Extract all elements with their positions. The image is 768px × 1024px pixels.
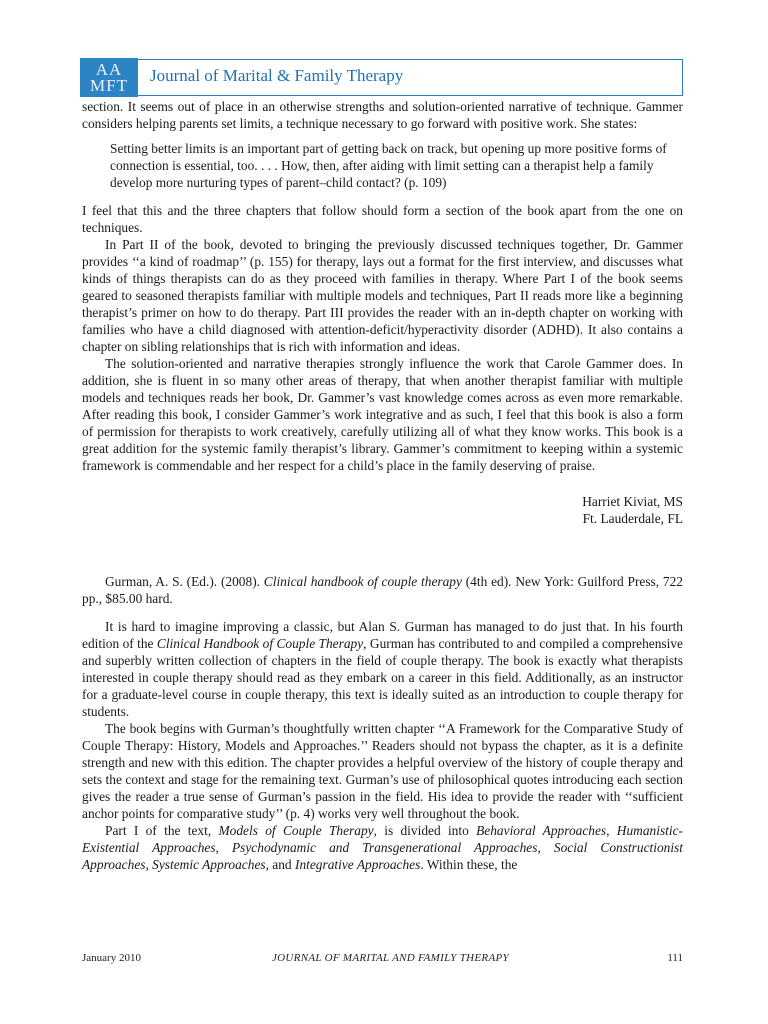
classic-book-title: Clinical Handbook of Couple Therapy — [156, 636, 364, 651]
article-body — [82, 98, 683, 873]
signature-place: Ft. Lauderdale, FL — [582, 511, 683, 526]
part1-text-e: , — [145, 857, 153, 872]
paragraph-continued: section. It seems out of place in an otherwise strengths and solution-oriented narrative of technique. Gammer considers helping parents set limits, a technique necessary to go forward with positive work. She states: — [82, 99, 683, 131]
paragraph-part-2: In Part II of the book, devoted to bringing the previously discussed techniques together, Dr. Gammer provides ‘‘a kind of roadmap’’ (p. 155) for therapy, lays out a format for the first interview, and discusses what kinds of things therapists can do as they proceed with families in therapy. Where Part I of the book seems geared to seasoned therapists familiar with multiple models and techniques, Part II reads more like a beginning therapist’s primer on how to do therapy. Part III provides the reader with an in-depth chapter on working with families who have a child diagnosed with attention-deficit/hyperactivity disorder (ADHD). It also contains a chapter on sibling relationships that is rich with information and ideas. — [82, 237, 683, 354]
part1-title: Models of Couple Therapy — [218, 823, 374, 838]
part1-approaches: Behavioral Approaches, Humanistic-Existential Approaches, Psychodynamic and Transgenerational Approaches, Social Constructionist Approaches — [82, 823, 683, 872]
footer-journal: JOURNAL OF MARITAL AND FAMILY THERAPY — [272, 952, 509, 964]
page-number: 111 — [667, 952, 683, 964]
journal-title: Journal of Marital & Family Therapy — [150, 66, 404, 85]
paragraph-begins: The book begins with Gurman’s thoughtfully written chapter ‘‘A Framework for the Comparative Study of Couple Therapy: History, Models and Approaches.’’ Readers should not bypass the chapter, as it is a definite strength and new with this edition. The chapter provides a helpful overview of the history of couple therapy and sets the context and stage for the remaining text. Gurman’s use of philosophical quotes introducing each section gives the reader a true sense of Gurman’s passion in the field. His idea to provide the reader with ‘‘sufficient anchor points for comparative study’’ (p. 4) works very well throughout the book. — [82, 721, 683, 821]
classic-text-2: , Gurman has contributed to and compiled a comprehensive and superbly written collection of chapters in the field of couple therapy. The book is exactly what therapists interested in couple therapy should read as they embark on a career in this field. Additionally, as an instructor for a graduate-level course in couple therapy, this text is ideally suited as an introduction to couple therapy for students. — [82, 636, 684, 719]
book-reference — [82, 573, 683, 607]
signature-name: Harriet Kiviat, MS — [582, 494, 683, 509]
part1-text-c: , is divided into — [373, 823, 477, 838]
part1-text-a: Part I of the text, — [105, 823, 219, 838]
ref-authors: Gurman, A. S. (Ed.). (2008). — [105, 574, 264, 589]
paragraph-feel: I feel that this and the three chapters that follow should form a section of the book apart from the one on techniques. — [82, 203, 683, 235]
paragraph-solution: The solution-oriented and narrative therapies strongly influence the work that Carole Gammer does. In addition, she is fluent in so many other areas of therapy, that when another therapist familiar with multiple models and techniques reads her book, Dr. Gammer’s vast knowledge comes across as even more remarkable. After reading this book, I consider Gammer’s work integrative and as such, I feel that this book is also a form of permission for therapists to work creatively, carefully utilizing all of what they know works. This book is a great addition for the systemic family therapist’s library. Gammer’s commitment to keeping within a systemic framework is commendable and her respect for a child’s place in the family deserving of praise. — [82, 356, 683, 473]
footer-date: January 2010 — [82, 952, 141, 964]
ref-publisher: (4th ed). New York: Guilford Press, 722 pp., $85.00 hard. — [82, 574, 683, 606]
part1-systemic: Systemic Approaches — [152, 857, 266, 872]
part1-integrative: Integrative Approaches — [294, 857, 421, 872]
ref-title: Clinical handbook of couple therapy — [263, 574, 462, 589]
logo-line-2: MFT — [90, 76, 128, 95]
block-quote: Setting better limits is an important part of getting back on track, but opening up more positive forms of connection is essential, too. . . . How, then, after aiding with limit setting can a therapist help a family develop more nurturing types of parent–child contact? (p. 109) — [110, 141, 667, 190]
part1-text-g: , and — [265, 857, 295, 872]
part1-text-i: . Within these, the — [420, 857, 518, 872]
classic-text-1: It is hard to imagine improving a classic, but Alan S. Gurman has managed to do just that. In his fourth edition of the — [82, 619, 683, 651]
paragraph-classic — [82, 618, 683, 720]
logo-line-1: AA — [95, 60, 123, 79]
paragraph-part-1 — [82, 822, 683, 873]
aamft-logo — [80, 58, 138, 97]
